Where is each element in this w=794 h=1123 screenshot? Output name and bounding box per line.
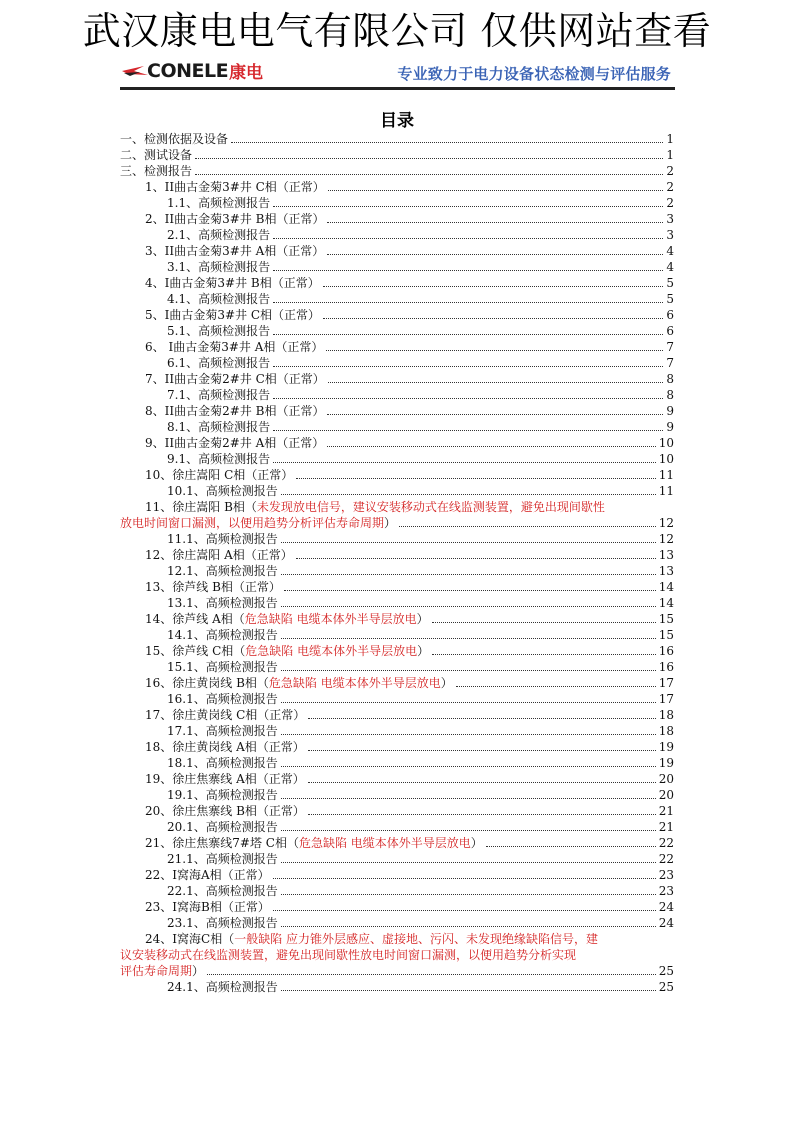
toc-entry-title	[167, 451, 270, 467]
toc-entry-title	[145, 611, 429, 627]
dot-leader	[323, 286, 664, 287]
toc-entry-title	[145, 211, 324, 227]
toc-entry-title	[145, 547, 293, 563]
dot-leader	[327, 414, 663, 415]
toc-page-number: 12	[658, 516, 674, 530]
toc-entry-text: 6、 I曲古金菊3#井 A相（正常）	[145, 340, 324, 354]
dot-leader	[432, 654, 656, 655]
toc-entry[interactable]	[120, 595, 674, 611]
toc-page-number: 14	[658, 596, 674, 610]
toc-entry[interactable]	[120, 419, 674, 435]
toc-entry[interactable]	[120, 547, 674, 563]
toc-entry-text: 7、II曲古金菊2#井 C相（正常）	[145, 372, 325, 386]
toc-page-number: 13	[658, 564, 674, 578]
toc-entry[interactable]	[120, 227, 674, 243]
toc-entry-title	[145, 371, 325, 387]
toc-entry[interactable]	[120, 339, 674, 355]
toc-entry-text: 12、徐庄嵩阳 A相（正常）	[145, 548, 293, 562]
toc-entry-title	[120, 131, 228, 147]
dot-leader	[273, 462, 656, 463]
toc-page-number: 16	[658, 644, 674, 658]
toc-entry-text: 18.1、高频检测报告	[167, 756, 278, 770]
toc-entry-text: 2、II曲古金菊3#井 B相（正常）	[145, 212, 325, 226]
toc-entry-text: 14.1、高频检测报告	[167, 628, 278, 642]
toc-entry-text: 6.1、高频检测报告	[167, 356, 271, 370]
dot-leader	[323, 318, 663, 319]
dot-leader	[273, 238, 663, 239]
toc-page-number: 23	[658, 884, 674, 898]
dot-leader	[327, 446, 655, 447]
toc-entry[interactable]	[120, 707, 674, 723]
toc-entry-text: 7.1、高频检测报告	[167, 388, 271, 402]
toc-entry[interactable]	[120, 371, 674, 387]
toc-entry-text: 4.1、高频检测报告	[167, 292, 271, 306]
toc-title: 目录	[380, 111, 414, 131]
toc-entry[interactable]	[120, 307, 674, 323]
toc-entry-text: 13、徐芦线 B相（正常）	[145, 580, 281, 594]
toc-entry-title	[167, 227, 270, 243]
toc-entry-text: 12.1、高频检测报告	[167, 564, 278, 578]
toc-entry-text: 3.1、高频检测报告	[167, 260, 271, 274]
toc-entry-text: 9.1、高频检测报告	[167, 452, 271, 466]
dot-leader	[281, 734, 656, 735]
toc-entry-title	[167, 355, 270, 371]
toc-entry-text: 17.1、高频检测报告	[167, 724, 278, 738]
toc-page-number: 18	[658, 708, 674, 722]
toc-entry-title	[145, 707, 305, 723]
toc-entry-title	[145, 179, 325, 195]
toc-entry-title: ）	[384, 516, 397, 530]
toc-entry-title	[167, 691, 278, 707]
toc-page-number: 16	[658, 660, 674, 674]
toc-entry-text: 15.1、高频检测报告	[167, 660, 278, 674]
dot-leader	[281, 798, 656, 799]
dot-leader	[273, 206, 663, 207]
dot-leader	[195, 158, 663, 159]
toc-entry-text: 9、II曲古金菊2#井 A相（正常）	[145, 436, 325, 450]
dot-leader	[281, 894, 656, 895]
dot-leader	[296, 558, 656, 559]
toc-page-number: 1	[666, 132, 674, 146]
toc-entry[interactable]	[120, 195, 674, 211]
toc-entry[interactable]	[120, 323, 674, 339]
dot-leader	[273, 878, 656, 879]
dot-leader	[327, 222, 663, 223]
toc-entry-title	[145, 579, 281, 595]
toc-entry[interactable]	[120, 739, 674, 755]
dot-leader	[281, 606, 656, 607]
table-of-contents	[120, 131, 674, 995]
toc-entry[interactable]	[120, 659, 674, 675]
toc-entry-text: 21.1、高频检测报告	[167, 852, 278, 866]
toc-entry-title	[145, 275, 320, 291]
toc-page-number: 8	[666, 388, 674, 402]
dot-leader	[195, 174, 663, 175]
dot-leader	[281, 830, 656, 831]
toc-entry[interactable]	[120, 787, 674, 803]
dot-leader	[308, 750, 656, 751]
toc-entry-title	[167, 419, 270, 435]
toc-entry[interactable]	[120, 211, 674, 227]
toc-entry-title	[167, 819, 278, 835]
toc-entry-title	[167, 787, 278, 803]
toc-entry-text: 10.1、高频检测报告	[167, 484, 278, 498]
toc-entry[interactable]	[120, 291, 674, 307]
dot-leader	[281, 574, 656, 575]
dot-leader	[231, 142, 663, 143]
dot-leader	[273, 302, 663, 303]
toc-entry-text: 23.1、高频检测报告	[167, 916, 278, 930]
toc-entry[interactable]	[120, 899, 674, 915]
dot-leader	[281, 862, 656, 863]
toc-entry-text: 20、徐庄焦寨线 B相（正常）	[145, 804, 305, 818]
dot-leader	[273, 334, 663, 335]
watermark-banner: 武汉康电电气有限公司 仅供网站查看	[82, 9, 712, 53]
toc-entry[interactable]	[120, 755, 674, 771]
toc-entry-text: 23、I窝海B相（正常）	[145, 900, 270, 914]
toc-page-number: 11	[658, 484, 674, 498]
toc-page-number: 18	[658, 724, 674, 738]
toc-entry-text: 2.1、高频检测报告	[167, 228, 271, 242]
toc-entry[interactable]	[120, 691, 674, 707]
toc-entry-text: 二、测试设备	[120, 148, 193, 162]
toc-entry-text: 16、徐庄黄岗线 B相（	[145, 676, 269, 690]
dot-leader	[486, 846, 656, 847]
toc-entry-title	[167, 755, 278, 771]
toc-entry[interactable]	[120, 723, 674, 739]
dot-leader	[327, 254, 663, 255]
toc-page-number: 6	[666, 308, 674, 322]
dot-leader	[281, 670, 656, 671]
logo-text: CONELE	[147, 59, 229, 82]
toc-entry[interactable]	[120, 563, 674, 579]
toc-page-number: 17	[658, 692, 674, 706]
toc-entry-title	[145, 339, 323, 355]
toc-entry-text: 17、徐庄黄岗线 C相（正常）	[145, 708, 306, 722]
toc-entry-text: 11.1、高频检测报告	[167, 532, 278, 546]
toc-entry[interactable]	[120, 579, 674, 595]
toc-page-number: 22	[658, 852, 674, 866]
toc-entry[interactable]	[120, 259, 674, 275]
toc-entry[interactable]	[120, 275, 674, 291]
toc-entry-title	[167, 259, 270, 275]
toc-page-number: 1	[666, 148, 674, 162]
toc-entry-text: 8.1、高频检测报告	[167, 420, 271, 434]
toc-page-number: 6	[666, 324, 674, 338]
toc-entry-title	[145, 771, 305, 787]
toc-page-number: 9	[666, 404, 674, 418]
toc-entry-text: 3、II曲古金菊3#井 A相（正常）	[145, 244, 325, 258]
dot-leader	[207, 974, 656, 975]
toc-entry-title	[167, 723, 278, 739]
toc-entry[interactable]	[120, 803, 674, 819]
toc-entry[interactable]	[120, 355, 674, 371]
dot-leader	[284, 590, 656, 591]
toc-page-number: 7	[666, 356, 674, 370]
toc-entry-title	[145, 867, 270, 883]
toc-entry-title	[145, 403, 324, 419]
toc-entry-text: 19.1、高频检测报告	[167, 788, 278, 802]
toc-entry-text: 22、I窝海A相（正常）	[145, 868, 270, 882]
toc-entry[interactable]	[120, 467, 674, 483]
toc-entry[interactable]	[120, 387, 674, 403]
dot-leader	[281, 926, 656, 927]
toc-page-number: 4	[666, 244, 674, 258]
toc-entry-title	[167, 851, 278, 867]
toc-entry-text: ）	[416, 612, 429, 626]
toc-entry-title	[167, 595, 278, 611]
dot-leader	[273, 366, 663, 367]
dot-leader	[273, 398, 663, 399]
toc-page-number: 21	[658, 820, 674, 834]
toc-entry[interactable]	[120, 771, 674, 787]
toc-page-number: 13	[658, 548, 674, 562]
toc-entry-status-note: 危急缺陷 电缆本体外半导层放电	[298, 836, 471, 850]
toc-entry-title	[167, 883, 278, 899]
toc-page-number: 4	[666, 260, 674, 274]
dot-leader	[281, 702, 656, 703]
toc-entry[interactable]	[120, 531, 674, 547]
company-logo	[120, 58, 263, 83]
toc-page-number: 11	[658, 468, 674, 482]
toc-page-number: 21	[658, 804, 674, 818]
toc-page-number: 14	[658, 580, 674, 594]
toc-entry-text: 13.1、高频检测报告	[167, 596, 278, 610]
logo-swoosh-icon	[120, 63, 150, 78]
toc-entry[interactable]	[120, 499, 674, 531]
toc-entry-text: ）	[440, 676, 453, 690]
dot-leader	[326, 350, 663, 351]
dot-leader	[281, 542, 656, 543]
toc-page-number: 3	[666, 212, 674, 226]
dot-leader	[281, 990, 656, 991]
toc-page-number: 7	[666, 340, 674, 354]
toc-entry-text: 1、II曲古金菊3#井 C相（正常）	[145, 180, 325, 194]
toc-entry-title	[167, 195, 270, 211]
toc-entry[interactable]	[120, 483, 674, 499]
toc-entry[interactable]	[120, 819, 674, 835]
toc-entry-text: 20.1、高频检测报告	[167, 820, 278, 834]
toc-entry-text: ）	[417, 644, 430, 658]
toc-entry-text: 1.1、高频检测报告	[167, 196, 271, 210]
toc-entry-text: 5、I曲古金菊3#井 C相（正常）	[145, 308, 321, 322]
toc-entry-text: 14、徐芦线 A相（	[145, 612, 245, 626]
toc-entry-title	[145, 835, 483, 851]
toc-entry[interactable]	[120, 611, 674, 627]
dot-leader	[273, 910, 656, 911]
dot-leader	[399, 526, 656, 527]
toc-entry-status-note: 一般缺陷 应力锥外层感应、虚接地、污闪、未发现绝缘缺陷信号，建	[234, 932, 599, 946]
dot-leader	[432, 622, 656, 623]
dot-leader	[308, 718, 655, 719]
toc-entry-text: 16.1、高频检测报告	[167, 692, 278, 706]
toc-entry[interactable]	[120, 243, 674, 259]
dot-leader	[281, 638, 656, 639]
toc-entry[interactable]	[120, 179, 674, 195]
toc-entry-status-note: 危急缺陷 电缆本体外半导层放电	[244, 612, 417, 626]
toc-entry[interactable]	[120, 131, 674, 147]
toc-page-number: 10	[658, 452, 674, 466]
toc-entry-title	[145, 899, 270, 915]
toc-entry-status-note: 危急缺陷 电缆本体外半导层放电	[268, 676, 441, 690]
toc-page-number: 2	[666, 196, 674, 210]
toc-entry-title	[167, 483, 278, 499]
toc-entry-text: 一、检测依据及设备	[120, 132, 229, 146]
toc-entry-title	[145, 803, 305, 819]
toc-entry-title	[145, 435, 324, 451]
toc-entry-title: 24、I窝海C相（	[145, 932, 235, 946]
toc-page-number: 17	[658, 676, 674, 690]
toc-entry-title	[120, 147, 192, 163]
toc-page-number: 20	[658, 772, 674, 786]
dot-leader	[328, 382, 664, 383]
toc-page-number: 22	[658, 836, 674, 850]
toc-page-number: 3	[666, 228, 674, 242]
toc-entry[interactable]	[120, 867, 674, 883]
toc-entry-text: 24.1、高频检测报告	[167, 980, 278, 994]
toc-entry-text: 5.1、高频检测报告	[167, 324, 271, 338]
toc-entry-title	[145, 467, 293, 483]
toc-entry[interactable]	[120, 451, 674, 467]
toc-page-number: 8	[666, 372, 674, 386]
toc-entry[interactable]	[120, 675, 674, 691]
toc-entry-status-note: 放电时间窗口漏测，以便用趋势分析评估寿命周期	[120, 516, 385, 530]
toc-page-number: 25	[658, 964, 674, 978]
header-slogan: 专业致力于电力设备状态检测与评估服务	[397, 65, 671, 83]
toc-entry-title	[145, 643, 429, 659]
toc-entry-title	[167, 659, 278, 675]
toc-page-number: 9	[666, 420, 674, 434]
toc-entry[interactable]	[120, 931, 674, 979]
toc-page-number: 2	[666, 164, 674, 178]
dot-leader	[308, 814, 656, 815]
toc-entry-title	[167, 563, 278, 579]
toc-entry-title	[167, 627, 278, 643]
toc-entry[interactable]	[120, 435, 674, 451]
toc-entry-title	[145, 675, 453, 691]
toc-entry-title	[167, 387, 270, 403]
toc-entry[interactable]	[120, 979, 674, 995]
toc-entry-title	[167, 291, 270, 307]
dot-leader	[273, 270, 663, 271]
toc-page-number: 2	[666, 180, 674, 194]
toc-entry-text: 三、检测报告	[120, 164, 193, 178]
toc-entry[interactable]	[120, 403, 674, 419]
toc-page-number: 24	[658, 916, 674, 930]
toc-entry-text: 18、徐庄黄岗线 A相（正常）	[145, 740, 305, 754]
dot-leader	[328, 190, 664, 191]
toc-page-number: 12	[658, 532, 674, 546]
toc-page-number: 19	[658, 740, 674, 754]
toc-entry-text: 15、徐芦线 C相（	[145, 644, 246, 658]
dot-leader	[308, 782, 656, 783]
toc-entry-title: 11、徐庄嵩阳 B相（	[145, 500, 257, 514]
toc-entry-status-note: 危急缺陷 电缆本体外半导层放电	[245, 644, 418, 658]
toc-entry-text: 19、徐庄焦寨线 A相（正常）	[145, 772, 305, 786]
toc-entry-text: ）	[470, 836, 483, 850]
toc-entry-text: 10、徐庄嵩阳 C相（正常）	[145, 468, 294, 482]
dot-leader	[281, 766, 656, 767]
toc-entry-title	[167, 979, 278, 995]
document-header	[120, 57, 675, 90]
toc-entry-text: 21、徐庄焦寨线7#塔 C相（	[145, 836, 299, 850]
toc-entry[interactable]	[120, 851, 674, 867]
toc-entry[interactable]	[120, 883, 674, 899]
toc-entry-text: 4、I曲古金菊3#井 B相（正常）	[145, 276, 320, 290]
toc-entry[interactable]	[120, 643, 674, 659]
toc-page-number: 15	[658, 628, 674, 642]
logo-chinese-text: 康电	[229, 63, 264, 83]
toc-entry-text: 22.1、高频检测报告	[167, 884, 278, 898]
toc-entry-text: 8、II曲古金菊2#井 B相（正常）	[145, 404, 325, 418]
toc-entry[interactable]	[120, 147, 674, 163]
toc-page-number: 19	[658, 756, 674, 770]
toc-page-number: 24	[658, 900, 674, 914]
toc-entry-title	[167, 323, 270, 339]
toc-entry-title	[145, 307, 320, 323]
toc-entry-title	[145, 243, 324, 259]
toc-page-number: 5	[666, 292, 674, 306]
toc-entry-status-note: 未发现放电信号，建议安装移动式在线监测装置，避免出现间歇性	[256, 500, 605, 514]
toc-entry-status-note: 议安装移动式在线监测装置，避免出现间歇性放电时间窗口漏测，以便用趋势分析实现	[120, 948, 577, 962]
toc-page-number: 25	[658, 980, 674, 994]
toc-entry-title	[120, 163, 192, 179]
dot-leader	[296, 478, 655, 479]
toc-entry-title	[167, 915, 278, 931]
toc-entry-status-note: 评估寿命周期	[120, 964, 193, 978]
toc-entry-title	[167, 531, 278, 547]
dot-leader	[273, 430, 663, 431]
toc-entry[interactable]	[120, 915, 674, 931]
toc-page-number: 23	[658, 868, 674, 882]
toc-entry-title	[145, 739, 305, 755]
dot-leader	[281, 494, 656, 495]
toc-page-number: 15	[658, 612, 674, 626]
toc-page-number: 20	[658, 788, 674, 802]
toc-entry[interactable]	[120, 163, 674, 179]
toc-entry-title: ）	[192, 964, 205, 978]
dot-leader	[456, 686, 656, 687]
toc-entry[interactable]	[120, 835, 674, 851]
toc-entry[interactable]	[120, 627, 674, 643]
toc-page-number: 5	[666, 276, 674, 290]
toc-page-number: 10	[658, 436, 674, 450]
